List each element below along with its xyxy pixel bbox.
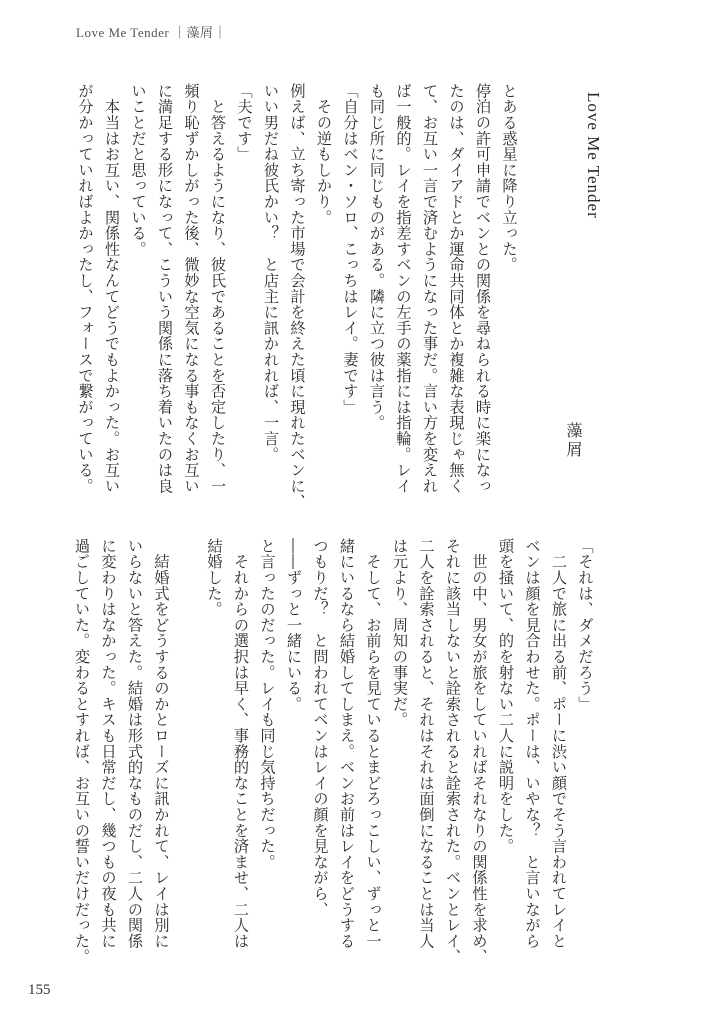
text-line: て、お互い一言で済むようになった事だ。言い方を変えれ	[421, 83, 439, 494]
page-number: 155	[28, 982, 51, 998]
text-line: つもりだ？ と問われてベンはレイの顔を見ながら、	[311, 538, 330, 918]
running-header: Love Me Tender ｜藻屑｜	[76, 25, 227, 40]
text-line: に満足する形になって、こういう関係に落ち着いたのは良	[156, 83, 174, 494]
text-line: 二人を詮索されると、それはそれは面倒になることは当人	[417, 538, 436, 949]
text-line: 結婚した。	[205, 538, 224, 617]
text-line: ――ずっと一緒にいる。	[285, 538, 303, 712]
text-line: それからの選択は早く、事務的なことを済ませ、二人は	[232, 538, 250, 949]
text-line: 停泊の許可申請でベンとの関係を尋ねられる時に楽になっ	[474, 83, 492, 494]
text-line: 結婚式をどうするのかとローズに訊かれて、レイは別に	[152, 538, 171, 949]
text-line: とある惑星に降り立った。	[500, 83, 519, 273]
text-line: も同じ所に同じものがある。隣に立つ彼は言う。	[368, 83, 386, 431]
text-line: 例えば、立ち寄った市場で会計を終えた頃に現れたベンに、	[288, 83, 307, 510]
text-line: 本当はお互い、関係性なんてどうでもよかった。お互い	[103, 83, 121, 494]
author-name: 藻屑	[564, 422, 583, 460]
text-line: 「それは、ダメだろう」	[576, 538, 595, 712]
text-line: ば一般的。レイを指差すベンの左手の薬指には指輪。レイ	[394, 83, 413, 494]
text-line: ベンは顔を見合わせた。ポーは、いやな？ と言いながら	[523, 538, 542, 949]
text-line: と答えるようになり、彼氏であることを否定したり、一	[209, 83, 227, 494]
text-line: たのは、ダイアドとか運命共同体とか複雑な表現じゃ無く	[447, 83, 466, 494]
text-line: そして、お前らを見ているとまどろっこしい、ずっと一	[364, 538, 383, 949]
text-line: いらないと答えた。結婚は形式的なものだし、二人の関係	[126, 538, 144, 949]
text-line: 二人で旅に出る前、ポーに渋い顔でそう言われてレイと	[550, 538, 568, 949]
text-line: が分かっていればよかったし、フォースで繋がっている。	[76, 83, 95, 494]
text-line: 緒にいるなら結婚してしまえ。ベンお前はレイをどうする	[338, 538, 356, 949]
text-line: その逆もしかり。	[315, 83, 333, 226]
text-line: に変わりはなかった。キスも日常だし、幾つもの夜も共に	[99, 538, 118, 949]
text-line: と言ったのだった。レイも同じ気持ちだった。	[258, 538, 277, 870]
text-line: 頭を掻いて、的を射ない二人に説明をした。	[497, 538, 515, 854]
text-line: それに該当しないと詮索されると詮索された。ベンとレイ、	[444, 538, 462, 965]
text-line: いことだと思っている。	[129, 83, 148, 257]
text-line: いい男だね彼氏かい？ と店主に訊かれれば、一言。	[262, 83, 280, 463]
text-line: 過ごしていた。変わるとすれば、お互いの誓いだけだった。	[73, 538, 91, 965]
text-line: 世の中、男女が旅をしていればそれなりの関係性を求め、	[470, 538, 489, 965]
text-line: は元より、周知の事実だ。	[391, 538, 409, 728]
text-line: 頻り恥ずかしがった後、微妙な空気になる事もなくお互い	[182, 83, 201, 494]
story-title: Love Me Tender	[584, 92, 603, 219]
text-line: 「夫です」	[235, 83, 254, 162]
text-line: 「自分はベン・ソロ、こっちはレイ。妻です」	[341, 83, 360, 415]
